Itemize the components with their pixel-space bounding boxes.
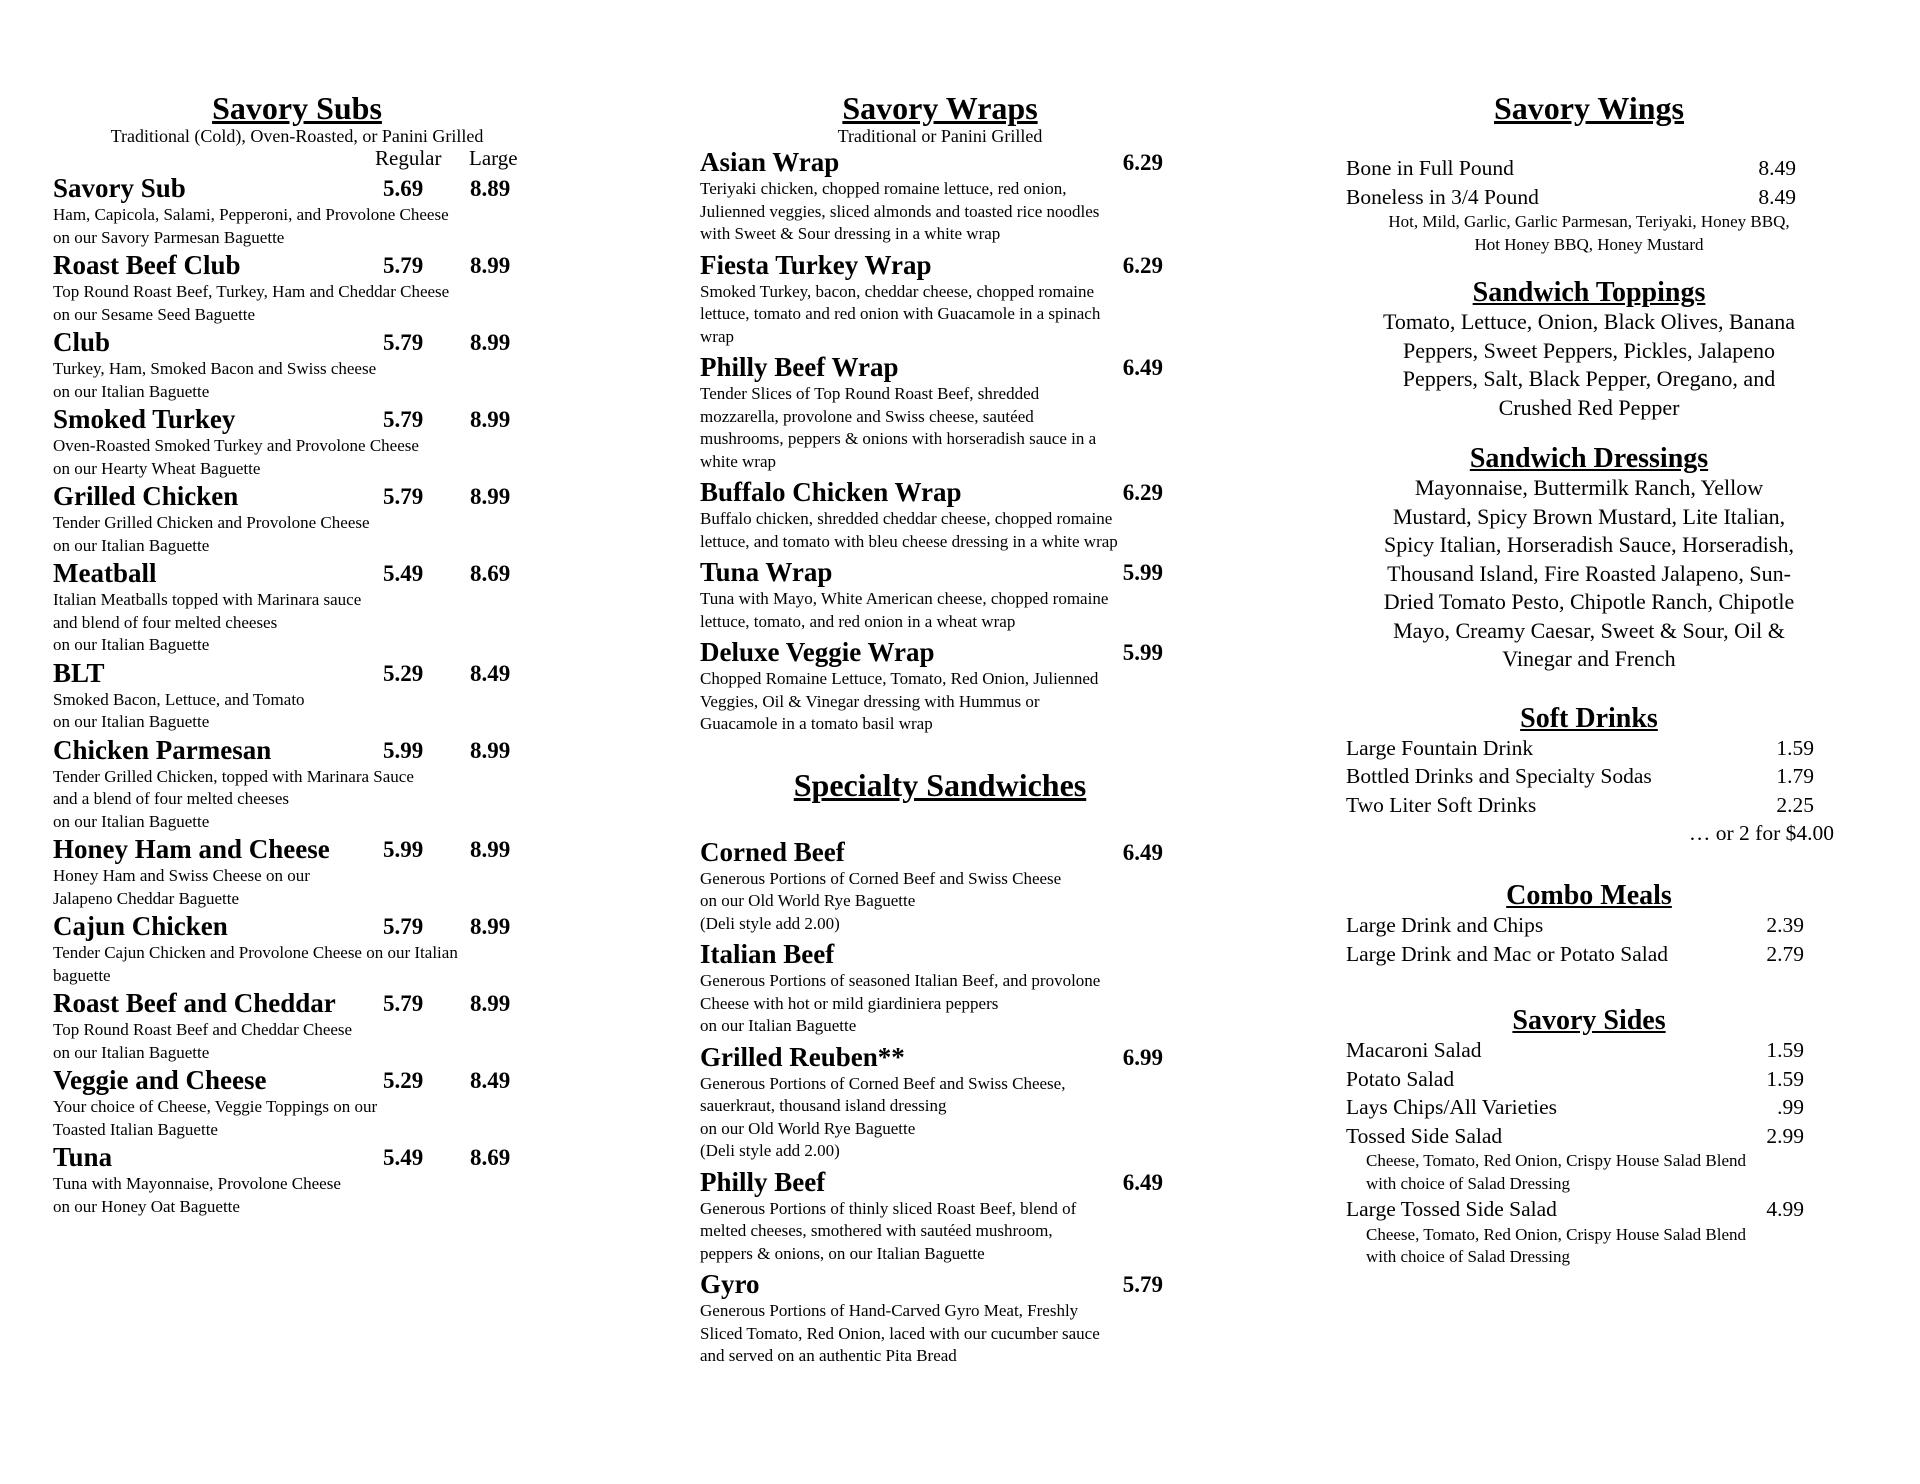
subs-list — [53, 172, 593, 1218]
sub-item-row — [53, 1141, 593, 1173]
wraps-subtitle: Traditional or Panini Grilled — [837, 126, 1043, 146]
description-line: Sliced Tomato, Red Onion, laced with our cucumber sauce — [700, 1323, 1100, 1343]
wings-price: 8.49 — [1758, 184, 1796, 209]
size-header — [53, 146, 593, 172]
wings-label: Bone in Full Pound — [1346, 156, 1514, 180]
sub-item-description — [53, 589, 593, 657]
drink-price: 1.79 — [1776, 764, 1814, 788]
side-price: 1.59 — [1766, 1038, 1804, 1062]
description-line: Chopped Romaine Lettuce, Tomato, Red Onion, Julienned — [700, 669, 1099, 688]
specialty-item — [700, 938, 1180, 1038]
specialty-item — [700, 1041, 1180, 1163]
sub-item-description — [53, 512, 593, 557]
sub-item — [53, 403, 593, 480]
sub-item-row — [53, 910, 593, 942]
description-line: Tender Cajun Chicken and Provolone Cheese on our Italian — [53, 943, 458, 962]
drink-row — [1346, 791, 1836, 820]
side-label: Large Tossed Side Salad — [1346, 1197, 1557, 1221]
note-line: Cheese, Tomato, Red Onion, Crispy House Salad Blend — [1366, 1151, 1747, 1170]
description-line: Ham, Capicola, Salami, Pepperoni, and Provolone Cheese — [53, 205, 449, 224]
specialty-item-price: 6.49 — [1122, 1169, 1163, 1195]
description-line: Smoked Turkey, bacon, cheddar cheese, chopped romaine — [700, 281, 1095, 301]
wrap-item-name: Tuna Wrap — [700, 557, 833, 587]
specialty-item — [700, 836, 1180, 936]
specialty-item-name: Italian Beef — [700, 939, 835, 969]
wings-flavors — [1346, 211, 1832, 256]
sub-large-price: 8.99 — [470, 407, 511, 432]
sub-regular-price: 5.69 — [383, 176, 424, 201]
toppings-line: Tomato, Lettuce, Onion, Black Olives, Banana — [1382, 309, 1796, 334]
side-note — [1346, 1150, 1836, 1195]
description-line: on our Hearty Wheat Baguette — [53, 458, 261, 478]
specialty-item-description — [700, 1198, 1180, 1266]
dressings-line: Mustard, Spicy Brown Mustard, Lite Italian, — [1392, 503, 1786, 529]
wrap-item-description — [700, 383, 1180, 473]
wrap-item-price: 6.49 — [1122, 355, 1163, 380]
description-line: and blend of four melted cheeses — [53, 612, 278, 632]
description-line: on our Old World Rye Baguette — [700, 1118, 916, 1138]
sub-item — [53, 249, 593, 326]
side-price: 4.99 — [1766, 1197, 1804, 1221]
description-line: Your choice of Cheese, Veggie Toppings on our — [53, 1097, 378, 1116]
specialty-item-row — [700, 938, 1180, 970]
wings-title: Savory Wings — [1494, 90, 1684, 126]
sub-item-description — [53, 865, 593, 910]
sub-item-name: Smoked Turkey — [53, 404, 236, 434]
toppings-text — [1346, 308, 1832, 422]
sub-regular-price: 5.49 — [383, 1145, 424, 1170]
sub-large-price: 8.99 — [470, 837, 511, 862]
side-row — [1346, 1036, 1836, 1065]
description-line: on our Honey Oat Baguette — [53, 1196, 240, 1216]
specialty-title: Specialty Sandwiches — [793, 766, 1087, 803]
wrap-item-description — [700, 178, 1180, 246]
combo-price: 2.79 — [1766, 941, 1804, 966]
sub-large-price: 8.89 — [470, 176, 511, 201]
description-line: Top Round Roast Beef, Turkey, Ham and Cheddar Cheese — [53, 282, 450, 301]
wrap-item-price: 6.29 — [1122, 480, 1163, 505]
large-label: Large — [469, 146, 518, 170]
description-line: mozzarella, provolone and Swiss cheese, sautéed — [700, 406, 1034, 426]
sub-item-name: Tuna — [53, 1142, 113, 1172]
description-line: on our Savory Parmesan Baguette — [53, 227, 285, 247]
combos-title: Combo Meals — [1506, 880, 1672, 911]
sub-item-name: Honey Ham and Cheese — [53, 834, 330, 864]
sub-item-name: Club — [53, 327, 111, 357]
extras-column — [1346, 0, 1836, 1269]
side-label: Lays Chips/All Varieties — [1346, 1095, 1558, 1119]
dressings-line: Vinegar and French — [1502, 646, 1676, 671]
sub-item — [53, 987, 593, 1064]
sub-item — [53, 1141, 593, 1218]
drink-label: Two Liter Soft Drinks — [1346, 792, 1537, 817]
sub-item-row — [53, 734, 593, 766]
drink-label: Bottled Drinks and Specialty Sodas — [1346, 764, 1652, 788]
side-row — [1346, 1093, 1836, 1122]
wraps-title: Savory Wraps — [842, 90, 1038, 126]
sub-item-row — [53, 557, 593, 589]
sub-large-price: 8.99 — [470, 914, 511, 939]
description-line: on our Sesame Seed Baguette — [53, 304, 256, 324]
sub-item-name: Meatball — [53, 558, 157, 588]
description-line: on our Old World Rye Baguette — [700, 891, 916, 910]
sub-large-price: 8.99 — [470, 737, 511, 763]
side-row — [1346, 1065, 1836, 1094]
wrap-item-name: Philly Beef Wrap — [700, 352, 899, 382]
description-line: and served on an authentic Pita Bread — [700, 1346, 957, 1365]
toppings-line: Peppers, Sweet Peppers, Pickles, Jalapeno — [1402, 337, 1776, 363]
wings-list — [1346, 154, 1836, 211]
sides-title: Savory Sides — [1512, 1005, 1666, 1036]
sub-item-description — [53, 766, 593, 834]
combos-list — [1346, 911, 1836, 968]
sub-large-price: 8.99 — [470, 253, 511, 278]
sub-item — [53, 172, 593, 249]
sub-item-description — [53, 689, 593, 734]
specialty-item-price: 5.79 — [1122, 1272, 1163, 1297]
sub-item-description — [53, 1096, 593, 1141]
description-line: on our Italian Baguette — [53, 381, 210, 401]
wrap-item-row — [700, 476, 1180, 508]
sub-item-name: Cajun Chicken — [53, 911, 228, 941]
drinks-list — [1346, 734, 1836, 820]
wrap-item-name: Deluxe Veggie Wrap — [700, 637, 935, 667]
description-line: Generous Portions of Corned Beef and Swiss Cheese — [700, 868, 1062, 888]
dressings-line: Thousand Island, Fire Roasted Jalapeno, Sun- — [1387, 560, 1791, 586]
description-line: Tender Grilled Chicken, topped with Marinara Sauce — [53, 766, 414, 786]
wrap-item-price: 5.99 — [1122, 560, 1163, 585]
sub-item-description — [53, 358, 593, 403]
sub-item-row — [53, 657, 593, 689]
combo-row — [1346, 940, 1836, 969]
sub-regular-price: 5.79 — [383, 253, 424, 278]
sub-item-name: Veggie and Cheese — [53, 1065, 267, 1095]
wrap-item-price: 6.29 — [1122, 150, 1163, 175]
wings-flavors-line: Hot Honey BBQ, Honey Mustard — [1474, 234, 1704, 254]
sub-item-row — [53, 326, 593, 358]
side-label: Macaroni Salad — [1346, 1038, 1482, 1062]
wrap-item — [700, 556, 1180, 633]
description-line: Honey Ham and Swiss Cheese on our — [53, 866, 310, 885]
description-line: Generous Portions of Hand-Carved Gyro Meat, Freshly — [700, 1301, 1079, 1320]
toppings-line: Peppers, Salt, Black Pepper, Oregano, and — [1402, 366, 1776, 391]
specialty-item — [700, 1166, 1180, 1266]
sub-item-name: Chicken Parmesan — [53, 734, 272, 765]
description-line: baguette — [53, 965, 111, 985]
description-line: Generous Portions of seasoned Italian Beef, and provolone — [700, 971, 1101, 990]
sub-item-row — [53, 249, 593, 281]
side-label: Tossed Side Salad — [1346, 1123, 1503, 1148]
sub-item-row — [53, 480, 593, 512]
description-line: Teriyaki chicken, chopped romaine lettuce, red onion, — [700, 179, 1067, 198]
specialty-item-row — [700, 1041, 1180, 1073]
drink-price: 1.59 — [1776, 735, 1814, 760]
description-line: mushrooms, peppers & onions with horseradish sauce in a — [700, 429, 1097, 448]
description-line: Jalapeno Cheddar Baguette — [53, 888, 239, 908]
subs-subtitle: Traditional (Cold), Oven-Roasted, or Panini Grilled — [110, 126, 484, 146]
sub-item-row — [53, 987, 593, 1019]
sub-large-price: 8.69 — [470, 1145, 511, 1170]
specialty-item-row — [700, 1166, 1180, 1198]
sub-item-description — [53, 1173, 593, 1218]
wrap-item — [700, 146, 1180, 246]
side-note — [1346, 1224, 1836, 1269]
drinks-note: … or 2 for $4.00 — [1688, 821, 1834, 845]
side-price: 2.99 — [1766, 1123, 1804, 1148]
description-line: Tuna with Mayo, White American cheese, chopped romaine — [700, 589, 1109, 608]
sub-large-price: 8.99 — [470, 484, 511, 509]
sub-regular-price: 5.79 — [383, 407, 424, 432]
sub-regular-price: 5.49 — [383, 561, 424, 586]
description-line: Generous Portions of Corned Beef and Swiss Cheese, — [700, 1073, 1066, 1093]
description-line: wrap — [700, 326, 734, 346]
sub-large-price: 8.69 — [470, 561, 511, 586]
sub-large-price: 8.99 — [470, 991, 511, 1016]
description-line: lettuce, and tomato with bleu cheese dressing in a white wrap — [700, 531, 1118, 551]
wrap-item-name: Buffalo Chicken Wrap — [700, 477, 962, 507]
combo-label: Large Drink and Mac or Potato Salad — [1346, 941, 1669, 966]
description-line: on our Italian Baguette — [53, 1042, 210, 1062]
sub-item-row — [53, 833, 593, 865]
note-line: Cheese, Tomato, Red Onion, Crispy House Salad Blend — [1366, 1224, 1747, 1244]
side-label: Potato Salad — [1346, 1066, 1455, 1091]
subs-column — [53, 0, 593, 1218]
toppings-title: Sandwich Toppings — [1472, 277, 1706, 308]
description-line: Cheese with hot or mild giardiniera peppers — [700, 993, 999, 1013]
description-line: (Deli style add 2.00) — [700, 1141, 840, 1160]
wrap-item-row — [700, 351, 1180, 383]
description-line: Italian Meatballs topped with Marinara sauce — [53, 590, 362, 609]
wrap-item-price: 6.29 — [1122, 252, 1163, 278]
wrap-item — [700, 249, 1180, 349]
sub-item-description — [53, 435, 593, 480]
description-line: and a blend of four melted cheeses — [53, 789, 290, 808]
drink-price: 2.25 — [1776, 792, 1814, 817]
drink-row — [1346, 762, 1836, 791]
specialty-item-name: Corned Beef — [700, 836, 845, 867]
description-line: on our Italian Baguette — [53, 535, 210, 555]
wrap-item — [700, 351, 1180, 473]
wings-row — [1346, 183, 1836, 212]
description-line: Buffalo chicken, shredded cheddar cheese, chopped romaine — [700, 509, 1113, 528]
description-line: Tuna with Mayonnaise, Provolone Cheese — [53, 1174, 341, 1193]
sub-item-row — [53, 172, 593, 204]
dressings-line: Spicy Italian, Horseradish Sauce, Horseradish, — [1384, 532, 1794, 557]
wrap-item — [700, 476, 1180, 553]
wrap-item-description — [700, 281, 1180, 349]
sub-item-description — [53, 204, 593, 249]
sub-regular-price: 5.29 — [383, 660, 424, 686]
sub-item-name: Roast Beef Club — [53, 250, 241, 280]
wrap-item-row — [700, 146, 1180, 178]
wings-flavors-line: Hot, Mild, Garlic, Garlic Parmesan, Teriyaki, Honey BBQ, — [1388, 212, 1790, 231]
combo-row — [1346, 911, 1836, 940]
regular-label: Regular — [375, 146, 442, 170]
description-line: Julienned veggies, sliced almonds and toasted rice noodles — [700, 201, 1100, 221]
wrap-item-description — [700, 668, 1180, 736]
sub-item — [53, 1064, 593, 1141]
description-line: Smoked Bacon, Lettuce, and Tomato — [53, 689, 305, 709]
description-line: Veggies, Oil & Vinegar dressing with Hummus or — [700, 691, 1040, 711]
description-line: lettuce, tomato, and red onion in a wheat wrap — [700, 611, 1016, 631]
description-line: Tender Slices of Top Round Roast Beef, shredded — [700, 384, 1040, 403]
wrap-item-price: 5.99 — [1122, 640, 1163, 665]
description-line: sauerkraut, thousand island dressing — [700, 1096, 947, 1115]
specialty-item-price: 6.49 — [1122, 839, 1163, 865]
description-line: on our Italian Baguette — [700, 1016, 857, 1035]
description-line: Generous Portions of thinly sliced Roast Beef, blend of — [700, 1198, 1077, 1218]
dressings-line: Mayo, Creamy Caesar, Sweet & Sour, Oil & — [1393, 617, 1785, 643]
sub-item — [53, 910, 593, 987]
sub-item-name: Grilled Chicken — [53, 481, 239, 511]
description-line: with Sweet & Sour dressing in a white wrap — [700, 224, 1001, 243]
sub-regular-price: 5.79 — [383, 991, 424, 1016]
sub-item-name: Savory Sub — [53, 173, 186, 203]
specialty-item-price: 6.99 — [1122, 1044, 1163, 1070]
description-line: white wrap — [700, 451, 777, 471]
wrap-item-description — [700, 508, 1180, 553]
wraps-column — [700, 0, 1180, 1371]
specialty-item — [700, 1268, 1180, 1368]
wrap-item-description — [700, 588, 1180, 633]
sub-item — [53, 657, 593, 734]
sub-regular-price: 5.79 — [383, 484, 424, 509]
drink-label: Large Fountain Drink — [1346, 735, 1534, 760]
sub-item — [53, 833, 593, 910]
specialty-item-name: Philly Beef — [700, 1166, 826, 1197]
wrap-item-row — [700, 636, 1180, 668]
wings-row — [1346, 154, 1836, 183]
description-line: on our Italian Baguette — [53, 811, 210, 831]
wrap-item-name: Fiesta Turkey Wrap — [700, 249, 932, 280]
description-line: Toasted Italian Baguette — [53, 1119, 218, 1139]
sub-item-row — [53, 1064, 593, 1096]
sub-item-description — [53, 942, 593, 987]
sub-item — [53, 734, 593, 834]
wraps-list — [700, 146, 1180, 736]
wings-label: Boneless in 3/4 Pound — [1346, 184, 1539, 209]
description-line: on our Italian Baguette — [53, 712, 210, 731]
wrap-item-name: Asian Wrap — [700, 147, 840, 177]
sides-list — [1346, 1036, 1836, 1269]
note-line: with choice of Salad Dressing — [1366, 1247, 1570, 1266]
specialty-item-description — [700, 1073, 1180, 1163]
specialty-list — [700, 836, 1180, 1368]
sub-large-price: 8.99 — [470, 330, 511, 355]
description-line: Guacamole in a tomato basil wrap — [700, 714, 933, 733]
drink-row — [1346, 734, 1836, 763]
specialty-item-description — [700, 868, 1180, 936]
combo-label: Large Drink and Chips — [1346, 913, 1544, 937]
sub-regular-price: 5.99 — [383, 837, 424, 862]
sub-item — [53, 480, 593, 557]
sub-regular-price: 5.79 — [383, 330, 424, 355]
dressings-line: Mayonnaise, Buttermilk Ranch, Yellow — [1414, 475, 1764, 500]
description-line: on our Italian Baguette — [53, 635, 210, 654]
specialty-item-description — [700, 1300, 1180, 1368]
sub-item-name: Roast Beef and Cheddar — [53, 988, 336, 1018]
sub-item — [53, 557, 593, 657]
specialty-item-row — [700, 1268, 1180, 1300]
sub-regular-price: 5.29 — [383, 1068, 424, 1093]
description-line: melted cheeses, smothered with sautéed mushroom, — [700, 1221, 1053, 1240]
sub-item-row — [53, 403, 593, 435]
note-line: with choice of Salad Dressing — [1366, 1173, 1570, 1193]
description-line: Turkey, Ham, Smoked Bacon and Swiss cheese — [53, 359, 377, 378]
specialty-item-name: Grilled Reuben** — [700, 1041, 905, 1072]
description-line: lettuce, tomato and red onion with Guacamole in a spinach — [700, 304, 1101, 323]
sub-regular-price: 5.99 — [383, 737, 424, 763]
specialty-item-name: Gyro — [700, 1269, 760, 1299]
side-row — [1346, 1195, 1836, 1224]
sub-large-price: 8.49 — [470, 1068, 511, 1093]
specialty-item-row — [700, 836, 1180, 868]
description-line: Top Round Roast Beef and Cheddar Cheese — [53, 1020, 353, 1039]
side-row — [1346, 1122, 1836, 1151]
sub-regular-price: 5.79 — [383, 914, 424, 939]
sub-item-name: BLT — [53, 657, 105, 688]
specialty-item-description — [700, 970, 1180, 1038]
dressings-line: Dried Tomato Pesto, Chipotle Ranch, Chipotle — [1383, 589, 1795, 614]
description-line: (Deli style add 2.00) — [700, 913, 840, 933]
description-line: Oven-Roasted Smoked Turkey and Provolone Cheese — [53, 436, 419, 455]
sub-large-price: 8.49 — [470, 660, 511, 686]
drinks-title: Soft Drinks — [1520, 702, 1658, 734]
subs-title: Savory Subs — [212, 90, 382, 126]
side-price: 1.59 — [1766, 1066, 1804, 1091]
sub-item-description — [53, 1019, 593, 1064]
wrap-item-row — [700, 249, 1180, 281]
dressings-text — [1346, 474, 1832, 674]
wrap-item-row — [700, 556, 1180, 588]
side-price: .99 — [1777, 1095, 1804, 1119]
sub-item — [53, 326, 593, 403]
dressings-title: Sandwich Dressings — [1469, 443, 1709, 474]
wings-price: 8.49 — [1758, 156, 1796, 180]
combo-price: 2.39 — [1766, 913, 1804, 937]
wrap-item — [700, 636, 1180, 736]
toppings-line: Crushed Red Pepper — [1498, 394, 1680, 420]
description-line: peppers & onions, on our Italian Baguette — [700, 1243, 985, 1263]
sub-item-description — [53, 281, 593, 326]
description-line: Tender Grilled Chicken and Provolone Cheese — [53, 513, 370, 532]
